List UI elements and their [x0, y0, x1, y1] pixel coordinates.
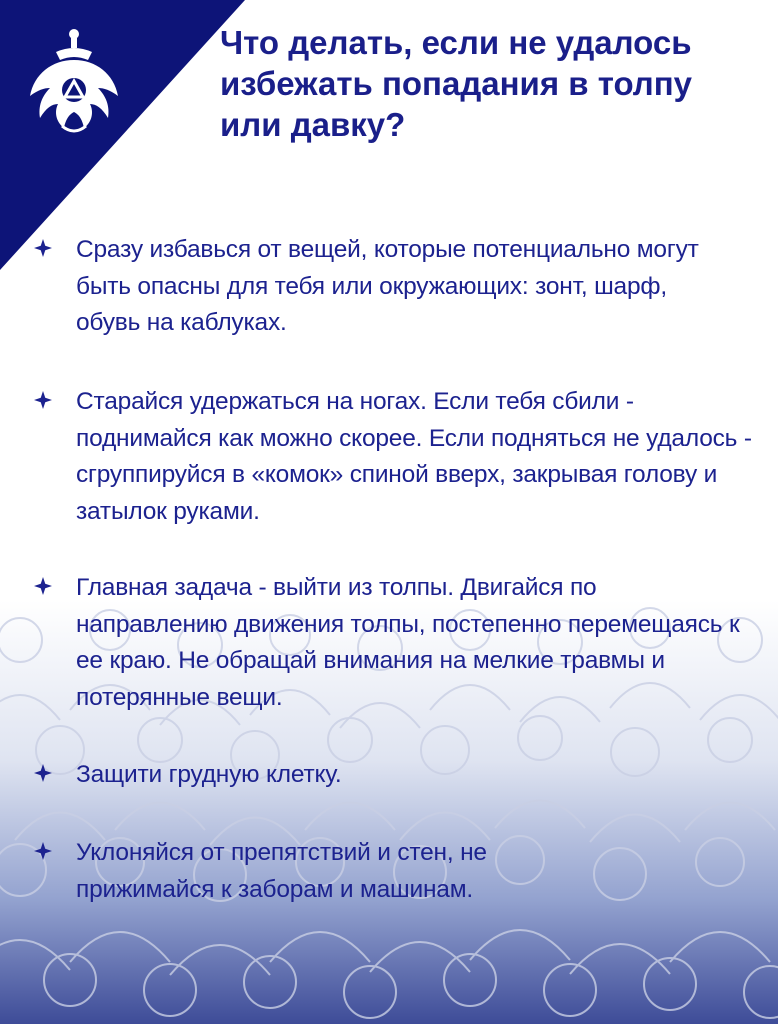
diamond-bullet-icon: [33, 841, 53, 861]
list-item-text: Главная задача - выйти из толпы. Двигайся по направлению движения толпы, постепенно перемещаясь к ее краю. Не обращай внимания на мелкие травмы и потерянные вещи.: [76, 574, 740, 711]
diamond-bullet-icon: [33, 390, 53, 410]
list-item-text: Сразу избавься от вещей, которые потенциально могут быть опасны для тебя или окружающих: зонт, шарф, обувь на каблуках.: [76, 236, 699, 336]
list-item-text: Уклоняйся от препятствий и стен, не прижимайся к заборам и машинам.: [76, 839, 487, 903]
diamond-bullet-icon: [33, 576, 53, 596]
list-item-text: Старайся удержаться на ногах. Если тебя сбили - поднимайся как можно скорее. Если подняться не удалось - сгруппируйся в «комок» спиной вверх, закрывая голову и затылок руками.: [76, 388, 752, 525]
list-item-text: Защити грудную клетку.: [76, 761, 342, 788]
page-title: Что делать, если не удалось избежать попадания в толпу или давку?: [220, 24, 693, 143]
diamond-bullet-icon: [33, 763, 53, 783]
diamond-bullet-icon: [33, 238, 53, 258]
